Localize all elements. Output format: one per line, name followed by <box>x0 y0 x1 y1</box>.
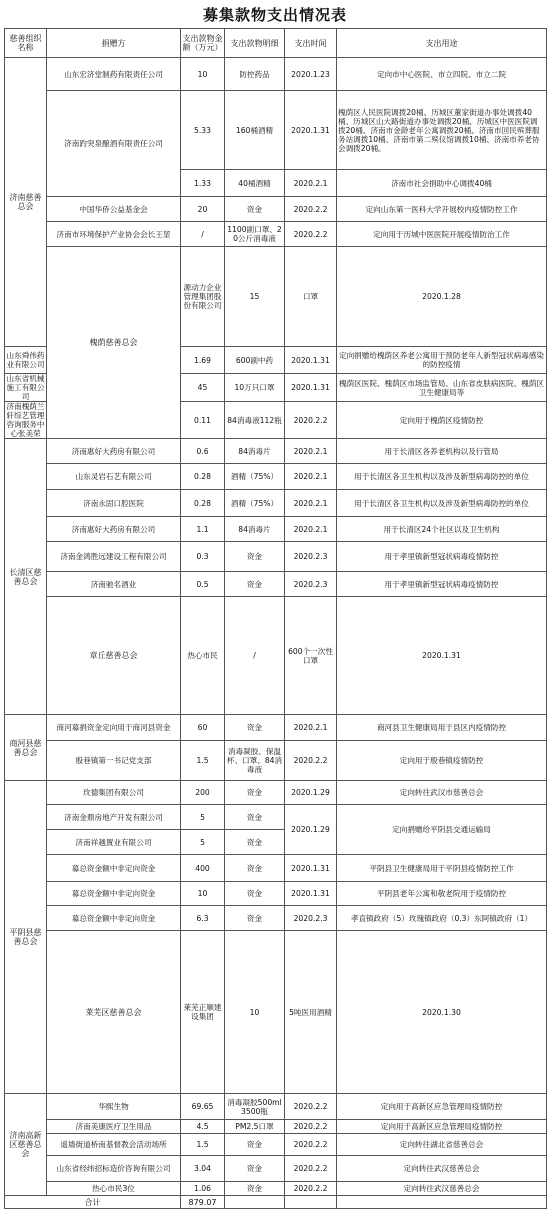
org-cell: 槐荫慈善总会 <box>47 247 181 439</box>
items-cell: 资金 <box>225 805 285 830</box>
donor-cell: 热心市民3位 <box>47 1182 181 1196</box>
items-cell: 资金 <box>225 882 285 906</box>
time-cell: 2020.1.31 <box>285 347 337 374</box>
donor-cell: 济南趵突泉酿酒有限责任公司 <box>47 91 181 197</box>
total-row <box>5 1196 547 1209</box>
org-cell: 商河县慈善总会 <box>5 715 47 781</box>
org-cell: 章丘慈善总会 <box>47 597 181 715</box>
items-cell: 40桶酒精 <box>225 170 285 197</box>
donor-cell: 山东宏济堂制药有限责任公司 <box>47 58 181 91</box>
table-row <box>5 855 547 882</box>
time-cell: 2020.2.3 <box>285 572 337 597</box>
purpose-cell: 用于长清区各卫生机构以及涉及新型病毒防控的单位 <box>337 464 547 490</box>
purpose-cell: 定向转往湖北省慈善总会 <box>337 1134 547 1156</box>
total-amount: 879.07 <box>181 1196 225 1209</box>
donor-cell: 济南祥越置业有限公司 <box>47 830 181 855</box>
donor-cell: 济南市环境保护产业协会会长王堃 <box>47 222 181 247</box>
donor-cell: 济南金鼎房地产开发有限公司 <box>47 805 181 830</box>
table-row <box>5 1156 547 1182</box>
amount-cell: 1.5 <box>181 1134 225 1156</box>
items-cell: 资金 <box>225 781 285 805</box>
time-cell: 2020.1.28 <box>337 247 547 347</box>
time-cell: 2020.1.31 <box>285 882 337 906</box>
items-cell: 10万只口罩 <box>225 374 285 402</box>
amount-cell: 1.5 <box>181 741 225 781</box>
amount-cell: 0.11 <box>181 402 225 439</box>
purpose-cell: 定向转往武汉市慈善总会 <box>337 781 547 805</box>
items-cell: 84消毒片 <box>225 439 285 464</box>
items-cell: 84消毒液112瓶 <box>225 402 285 439</box>
time-cell: 2020.2.2 <box>285 1156 337 1182</box>
purpose-cell: 用于长清区24个社区以及卫生机构 <box>337 517 547 542</box>
purpose-cell: 定向捐赠给槐荫区养老公寓用于预防老年人新型冠状病毒感染的防控疫情 <box>337 347 547 374</box>
donor-cell: 玫德集团有限公司 <box>47 781 181 805</box>
purpose-cell: 平阴县卫生健康局用于平阴县疫情防控工作 <box>337 855 547 882</box>
donor-cell: 遥墙街道桥南基督教会活动场所 <box>47 1134 181 1156</box>
table-row <box>5 597 547 715</box>
items-cell: 消毒凝胶500ml3500瓶 <box>225 1094 285 1120</box>
time-cell: 2020.2.2 <box>285 197 337 222</box>
header-items: 支出款物明细 <box>225 29 285 58</box>
expenditure-table <box>4 28 547 1209</box>
table-row <box>5 1120 547 1134</box>
items-cell: 资金 <box>225 542 285 572</box>
items-cell: 资金 <box>225 1156 285 1182</box>
amount-cell: 10 <box>181 58 225 91</box>
total-empty <box>225 1196 285 1209</box>
purpose-cell: 定向转往武汉慈善总会 <box>337 1156 547 1182</box>
purpose-cell: 济南市社会捐助中心调拨40桶 <box>337 170 547 197</box>
time-cell: 2020.1.31 <box>337 597 547 715</box>
purpose-cell: 孝直镇政府（5）玫瑰镇政府（0.3）东阿镇政府（1） <box>337 906 547 931</box>
purpose-cell: 定向用于高新区应急管理局疫情防控 <box>337 1120 547 1134</box>
donor-cell: 济南金鸿胜远建设工程有限公司 <box>47 542 181 572</box>
amount-cell: / <box>181 222 225 247</box>
purpose-cell: 用于孝里镇新型冠状病毒疫情防控 <box>337 572 547 597</box>
amount-cell: 5.33 <box>181 91 225 170</box>
purpose-cell: 定向用于高新区应急管理局疫情防控 <box>337 1094 547 1120</box>
amount-cell: 60 <box>181 715 225 741</box>
donor-cell: 热心市民 <box>181 597 225 715</box>
org-cell: 长清区慈善总会 <box>5 439 47 715</box>
table-row <box>5 247 547 347</box>
table-row <box>5 741 547 781</box>
amount-cell: 0.6 <box>181 439 225 464</box>
items-cell: 资金 <box>225 1182 285 1196</box>
donor-cell: 华熙生物 <box>47 1094 181 1120</box>
purpose-cell: 商河县卫生健康局用于县区内疫情防控 <box>337 715 547 741</box>
total-label: 合计 <box>5 1196 181 1209</box>
table-row <box>5 517 547 542</box>
table-row <box>5 1182 547 1196</box>
donor-cell: 山东舜伟药业有限公司 <box>5 347 47 374</box>
org-cell: 济南慈善总会 <box>5 58 47 347</box>
donor-cell: 募总资金额中非定向资金 <box>47 882 181 906</box>
amount-cell: 45 <box>181 374 225 402</box>
amount-cell: 1.1 <box>181 517 225 542</box>
amount-cell: 0.5 <box>181 572 225 597</box>
items-cell: 1100副口罩、20公斤消毒液 <box>225 222 285 247</box>
time-cell: 2020.1.29 <box>285 781 337 805</box>
donor-cell: 济南驰名酒业 <box>47 572 181 597</box>
purpose-cell: 定向山东第一医科大学开展校内疫情防控工作 <box>337 197 547 222</box>
time-cell: 2020.1.31 <box>285 91 337 170</box>
time-cell: 2020.2.1 <box>285 517 337 542</box>
time-cell: 2020.1.31 <box>285 374 337 402</box>
amount-cell: 1.69 <box>181 347 225 374</box>
table-row <box>5 1134 547 1156</box>
donor-cell: 募总资金额中非定向资金 <box>47 906 181 931</box>
table-row <box>5 931 547 1094</box>
items-cell: 消毒凝胶、保温杯、口罩、84消毒液 <box>225 741 285 781</box>
time-cell: 2020.1.31 <box>285 855 337 882</box>
amount-cell: 10 <box>181 882 225 906</box>
purpose-cell: 用于长清区各养老机构以及行管局 <box>337 439 547 464</box>
time-cell: 2020.2.1 <box>285 490 337 517</box>
items-cell: 600副中药 <box>225 347 285 374</box>
amount-cell: 6.3 <box>181 906 225 931</box>
table-row <box>5 91 547 170</box>
table-row <box>5 805 547 830</box>
items-cell: PM2.5口罩 <box>225 1120 285 1134</box>
items-cell: 口罩 <box>285 247 337 347</box>
table-row <box>5 572 547 597</box>
purpose-cell: 定向市中心医院、市立四院、市立二院 <box>337 58 547 91</box>
purpose-cell: 定向转往武汉慈善总会 <box>337 1182 547 1196</box>
items-cell: 资金 <box>225 1134 285 1156</box>
donor-cell: 济南美康医疗卫生用品 <box>47 1120 181 1134</box>
purpose-cell: 用于长清区各卫生机构以及涉及新型病毒防控的单位 <box>337 490 547 517</box>
purpose-cell: 平阴县老年公寓和敬老院用于疫情防控 <box>337 882 547 906</box>
time-cell: 2020.2.1 <box>285 464 337 490</box>
items-cell: 资金 <box>225 572 285 597</box>
time-cell: 2020.2.2 <box>285 1134 337 1156</box>
purpose-cell: 定向用于历城中医医院开展疫情防治工作 <box>337 222 547 247</box>
donor-cell: 募总资金额中非定向资金 <box>47 855 181 882</box>
header-org: 慈善组织名称 <box>5 29 47 58</box>
total-empty <box>285 1196 337 1209</box>
amount-cell: 0.3 <box>181 542 225 572</box>
table-row <box>5 439 547 464</box>
table-row <box>5 906 547 931</box>
items-cell: 资金 <box>225 715 285 741</box>
table-row <box>5 781 547 805</box>
table-row <box>5 1094 547 1120</box>
table-row <box>5 197 547 222</box>
items-cell: 酒精（75%） <box>225 490 285 517</box>
amount-cell: 0.28 <box>181 464 225 490</box>
header-time: 支出时间 <box>285 29 337 58</box>
org-cell: 莱芜区慈善总会 <box>47 931 181 1094</box>
time-cell: 2020.2.3 <box>285 906 337 931</box>
time-cell: 2020.2.3 <box>285 542 337 572</box>
amount-cell: 20 <box>181 197 225 222</box>
donor-cell: 源动力企业管理集团股份有限公司 <box>181 247 225 347</box>
table-row <box>5 542 547 572</box>
donor-cell: 山东省机械施工有限公司 <box>5 374 47 402</box>
amount-cell: 400 <box>181 855 225 882</box>
items-cell: 160桶酒精 <box>225 91 285 170</box>
amount-cell: 15 <box>225 247 285 347</box>
org-cell: 平阴县慈善总会 <box>5 781 47 1094</box>
time-cell: 2020.2.1 <box>285 439 337 464</box>
items-cell: 84消毒片 <box>225 517 285 542</box>
header-amount: 支出款物金额（万元） <box>181 29 225 58</box>
time-cell: 2020.2.2 <box>285 741 337 781</box>
amount-cell: 10 <box>225 931 285 1094</box>
table-row <box>5 882 547 906</box>
table-row <box>5 715 547 741</box>
table-row <box>5 222 547 247</box>
items-cell: 资金 <box>225 197 285 222</box>
amount-cell: / <box>225 597 285 715</box>
org-cell: 济南高新区慈善总会 <box>5 1094 47 1196</box>
time-cell: 2020.2.1 <box>285 715 337 741</box>
header-purpose: 支出用途 <box>337 29 547 58</box>
table-row <box>5 464 547 490</box>
time-cell: 2020.1.29 <box>285 805 337 855</box>
purpose-cell: 定向用于槐荫区疫情防控 <box>337 402 547 439</box>
time-cell: 2020.1.30 <box>337 931 547 1094</box>
purpose-cell: 用于孝里镇新型冠状病毒疫情防控 <box>337 542 547 572</box>
time-cell: 2020.2.2 <box>285 1182 337 1196</box>
items-cell: 5吨医用酒精 <box>285 931 337 1094</box>
donor-cell: 中国华侨公益基金会 <box>47 197 181 222</box>
total-empty <box>337 1196 547 1209</box>
donor-cell: 莱芜正顺建设集团 <box>181 931 225 1094</box>
time-cell: 2020.2.2 <box>285 402 337 439</box>
donor-cell: 山东灵岩石艺有限公司 <box>47 464 181 490</box>
time-cell: 2020.2.2 <box>285 1094 337 1120</box>
purpose-cell: 定向用于殷巷镇疫情防控 <box>337 741 547 781</box>
purpose-cell: 槐荫区医院、槐荫区市场监管局、山东省皮肤病医院、槐荫区卫生健康局等 <box>337 374 547 402</box>
amount-cell: 1.06 <box>181 1182 225 1196</box>
items-cell: 防控药品 <box>225 58 285 91</box>
header-donor: 捐赠方 <box>47 29 181 58</box>
page-title: 募集款物支出情况表 <box>202 6 347 24</box>
items-cell: 600个一次性口罩 <box>285 597 337 715</box>
items-cell: 资金 <box>225 855 285 882</box>
donor-cell: 济南惠好大药房有限公司 <box>47 517 181 542</box>
donor-cell: 商河募捐资金定向用于商河县资金 <box>47 715 181 741</box>
donor-cell: 殷巷镇第一书记党支部 <box>47 741 181 781</box>
donor-cell: 济南槐荫兰轩综艺管理咨询服务中心张美荣 <box>5 402 47 439</box>
donor-cell: 山东省经纬招标造价咨询有限公司 <box>47 1156 181 1182</box>
time-cell: 2020.2.1 <box>285 170 337 197</box>
table-row <box>5 58 547 91</box>
purpose-cell: 槐荫区人民医院调拨20桶、历城区董家街道办事处调拨40桶、历城区山大路街道办事处调拨20桶、历城区中医医院调拨20桶、济南市金龄老年公寓调拨20桶、济南市回民殡葬服务站调拨10桶、济南市第二殡仪馆调拨10桶、济南市养老协会调拨20桶。 <box>337 91 547 170</box>
purpose-cell: 定向捐赠给平阴县交通运输局 <box>337 805 547 855</box>
amount-cell: 4.5 <box>181 1120 225 1134</box>
items-cell: 酒精（75%） <box>225 464 285 490</box>
amount-cell: 0.28 <box>181 490 225 517</box>
time-cell: 2020.1.23 <box>285 58 337 91</box>
donor-cell: 济南惠好大药房有限公司 <box>47 439 181 464</box>
time-cell: 2020.2.2 <box>285 222 337 247</box>
table-header-row <box>5 29 547 58</box>
amount-cell: 5 <box>181 805 225 830</box>
time-cell: 2020.2.2 <box>285 1120 337 1134</box>
items-cell: 资金 <box>225 906 285 931</box>
amount-cell: 69.65 <box>181 1094 225 1120</box>
amount-cell: 5 <box>181 830 225 855</box>
table-row <box>5 490 547 517</box>
donor-cell: 济南永固口腔医院 <box>47 490 181 517</box>
amount-cell: 200 <box>181 781 225 805</box>
items-cell: 资金 <box>225 830 285 855</box>
amount-cell: 1.33 <box>181 170 225 197</box>
amount-cell: 3.04 <box>181 1156 225 1182</box>
